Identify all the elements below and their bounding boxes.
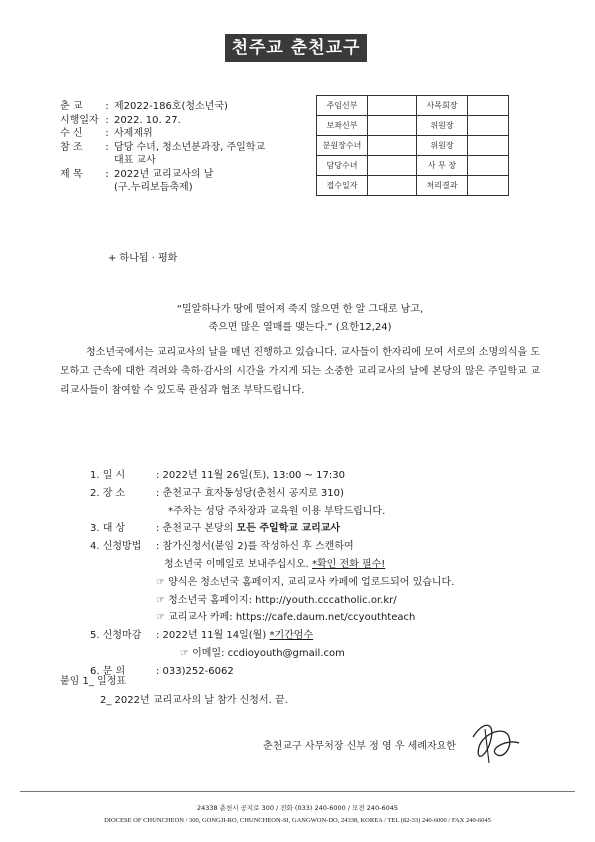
item-underlined: *기간엄수 <box>269 630 314 642</box>
meta-row: 참 조 : 담당 수녀, 청소년분과장, 주일학교 <box>60 141 310 155</box>
item-value: : 춘천교구 본당의 <box>156 523 237 535</box>
meta-row: 시행일자 : 2022. 10. 27. <box>60 114 310 128</box>
meta-key: 춘 교 <box>60 101 83 112</box>
approval-label: 사 무 장 <box>417 156 468 176</box>
quote-line: “밀알하나가 땅에 떨어져 죽지 않으면 한 알 그대로 남고, <box>176 304 424 315</box>
footer-divider <box>20 791 575 792</box>
approval-table <box>316 95 509 196</box>
approval-label: 위원장 <box>417 116 468 136</box>
meta-value: 대표 교사 <box>114 155 156 166</box>
list-item <box>90 485 454 503</box>
item-label: 5. 신청마감 <box>90 630 142 642</box>
meta-value: 사제제위 <box>114 128 153 139</box>
attachment-item: 붙임 1_ 일정표 <box>60 676 127 687</box>
meta-row: 춘 교 : 제2022-186호(청소년국) <box>60 100 310 114</box>
item-label: 6. 문 의 <box>90 665 126 677</box>
item-label: 2. 장 소 <box>90 487 126 499</box>
meta-key: 수 신 <box>60 128 83 139</box>
meta-value: 2022년 교리교사의 날 <box>114 168 214 180</box>
item-emphasis: 모든 주일학교 교리교사 <box>236 523 341 535</box>
meta-value: 제2022-186호(청소년국) <box>114 101 228 112</box>
list-item <box>90 538 454 556</box>
list-note: ☞ 양식은 청소년국 홈페이지, 교리교사 카페에 업로드되어 있습니다. <box>156 576 455 588</box>
meta-key: 제 목 <box>60 168 83 180</box>
footer-address-en: DIOCESE OF CHUNCHEON / 300, GONGJI-RO, CHUNCHEON-SI, GANGWON-DO, 24338, KOREA / TEL (82-33) 240-6000 / FAX 240-6045 <box>104 817 491 824</box>
item-label: 1. 일 시 <box>90 470 126 481</box>
footer-address-kr: 24338 춘천시 공지로 300 / 전화 (033) 240-6000 / 모전 240-6045 <box>197 804 398 812</box>
list-item <box>90 627 454 645</box>
document-meta <box>60 100 310 195</box>
meta-value: (구.누리보듬축제) <box>114 182 193 193</box>
meta-row <box>60 181 310 195</box>
note-text: 청소년국 이메일로 보내주십시오. <box>164 558 312 570</box>
approval-label: 보좌신부 <box>317 116 368 136</box>
approval-label: 분원장수녀 <box>317 136 368 156</box>
cafe-link[interactable]: ☞ 교리교사 카페: https://cafe.daum.net/ccyouthteach <box>156 612 416 624</box>
email-link[interactable]: ☞ 이메일: ccdioyouth@gmail.com <box>180 647 345 659</box>
meta-key: 참 조 <box>60 141 83 153</box>
item-value: : 춘천교구 효자동성당(춘천시 공지로 310) <box>156 487 344 499</box>
item-label: 3. 대 상 <box>90 523 126 535</box>
approval-label: 담당수녀 <box>317 156 368 176</box>
body-paragraph: 청소년국에서는 교리교사의 날을 매년 진행하고 있습니다. 교사들이 한자리에 모여 서로의 소명의식을 도모하고 근속에 대한 격려와 축하·감사의 시간을 가지게 되는 소중한 교리교사의 날에 본당의 많은 주일학교 교리교사들이 참여할 수 있도록 관심과 협조 부탁드립니다. <box>60 347 540 396</box>
approval-label: 접수일자 <box>317 176 368 196</box>
attachment-item: 2_ 2022년 교리교사의 날 참가 신청서. 끝. <box>100 695 288 706</box>
details-list <box>90 467 454 681</box>
signature-line: 춘천교구 사무처장 신부 정 영 우 세례자요한 <box>263 741 456 752</box>
note-underlined: *확인 전화 필수! <box>311 558 386 570</box>
meta-row: 제 목 : 2022년 교리교사의 날 <box>60 168 310 182</box>
list-item <box>90 520 454 538</box>
meta-value: 2022. 10. 27. <box>114 114 181 126</box>
item-value: : 033)252-6062 <box>156 665 234 677</box>
approval-label: 주임신부 <box>317 96 368 116</box>
list-note <box>90 556 454 574</box>
approval-label: 처리결과 <box>417 176 468 196</box>
signature-scribble <box>465 717 525 767</box>
quote-line: 죽으면 많은 열매를 맺는다.” (요한12,24) <box>208 322 392 333</box>
approval-label: 사목회장 <box>417 96 468 116</box>
greeting: + 하나됨 · 평화 <box>108 253 178 264</box>
list-item <box>90 467 454 485</box>
meta-row <box>60 154 310 168</box>
list-note: *주차는 성당 주차장과 교육원 이용 부탁드립니다. <box>168 505 386 517</box>
approval-label: 위원장 <box>417 136 468 156</box>
meta-row: 수 신 : 사제제위 <box>60 127 310 141</box>
item-value: : 2022년 11월 14일(월) <box>156 630 270 642</box>
scripture-quote <box>60 301 540 337</box>
document-header-title: 천주교 춘천교구 <box>225 34 367 62</box>
meta-value: 담당 수녀, 청소년분과장, 주일학교 <box>114 141 266 153</box>
meta-key: 시행일자 <box>60 114 99 126</box>
attachments <box>60 672 288 710</box>
item-value: : 2022년 11월 26일(토), 13:00 ~ 17:30 <box>156 470 345 481</box>
homepage-link[interactable]: ☞ 청소년국 홈페이지: http://youth.cccatholic.or.kr/ <box>156 594 397 606</box>
item-value: : 참가신청서(붙임 2)를 작성하신 후 스캔하여 <box>156 541 354 553</box>
item-label: 4. 신청방법 <box>90 541 142 553</box>
